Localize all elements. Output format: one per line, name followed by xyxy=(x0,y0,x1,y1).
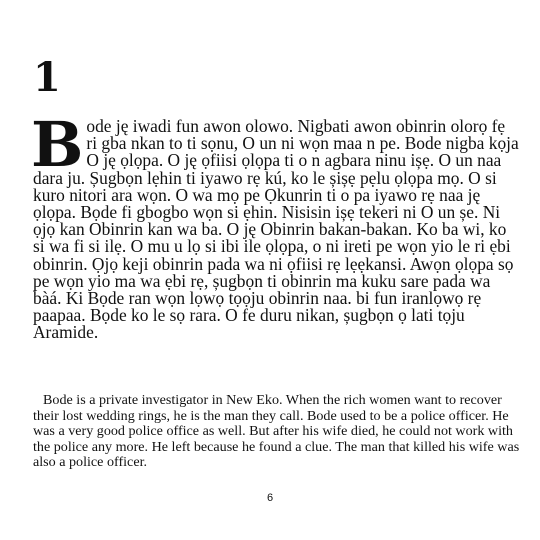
chapter-number: 1 xyxy=(33,54,61,101)
english-translation-paragraph: Bode is a private investigator in New Eko. When the rich women want to recover their lost wedding rings, he is the man they call. Bode used to be a police officer. He was a very good police office as well. But after his wife died, he could not work with the police any more. He left because he found a clue. The man that killed his wife was also a police officer. xyxy=(33,392,520,470)
yoruba-paragraph-text: ode ję iwadi fun awon olowo. Nigbati awon obinrin olorọ fẹ ri gba nkan to ti sọnu, O un ni wọn maa n pe. Bode nigba kọja O ję ọlọpa. O ję ọfiisi ọlọpa ti o n agbara ninu ișẹ. O un naa dara ju. Șugbọn lẹhin ti iyawo rẹ kú, ko le șișẹ pẹlu ọlọpa mọ. O si kuro nitori ara wọn. O wa mọ pe Ọkunrin ti o pa iyawo rẹ naa ję ọlọpa. Bọde fi gbogbo wọn si ẹhin. Nisisin ișẹ tekeri ni O un șe. Ni ọjọ kan Obinrin kan wa ba. O ję Obinrin bakan-bakan. Ko ba wi, ko si wa fi si ilẹ. O mu u lọ si ibi ile ọlọpa, o ni ireti pe wọn yio le ri ẹbi obinrin. Ọjọ keji obinrin pada wa ni ọfiisi rẹ lẹẹkansi. Awọn ọlọpa sọ pe wọn yio ma wa ẹbi rẹ, șugbọn ti obinrin ma kuku sare pada wa bàá. Ki Bọde ran wọn lọwọ tọọju obinrin naa. bi fun iranlọwọ rẹ paapaa. Bọde ko le sọ rara. O fe duru nikan, șugbọn ọ lati tọju Aramide. xyxy=(33,116,519,343)
page-number: 6 xyxy=(266,492,274,504)
yoruba-paragraph xyxy=(31,108,519,343)
drop-cap-letter: B xyxy=(31,108,84,181)
